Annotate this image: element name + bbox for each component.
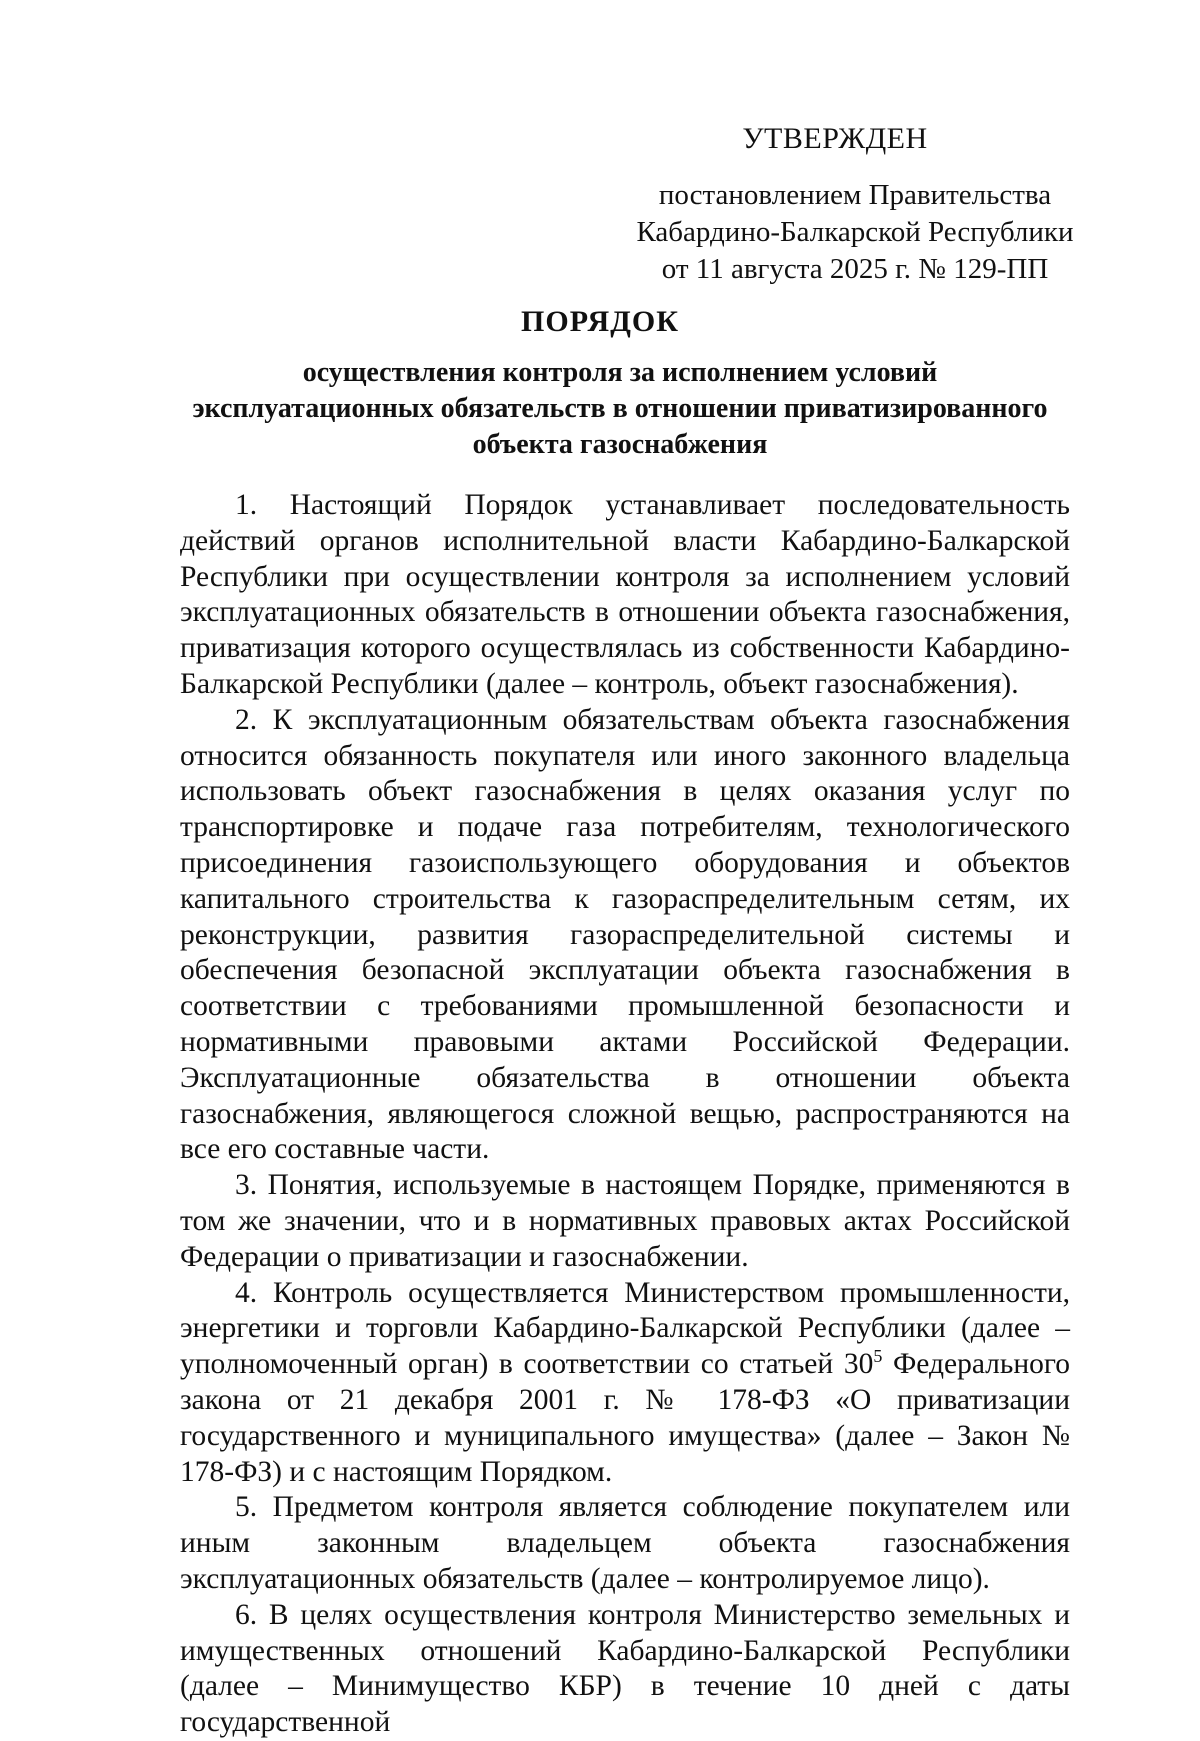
document-title: ПОРЯДОК	[521, 305, 679, 338]
approval-stamp: УТВЕРЖДЕН	[742, 122, 928, 155]
paragraph-4	[180, 1276, 1070, 1491]
paragraph-5: 5. Предметом контроля является соблюдение покупателем или иным законным владельцем объекта газоснабжения эксплуатационных обязательств (далее – контролируемое лицо).	[180, 1491, 1070, 1595]
approval-line-3: от 11 августа 2025 г. № 129-ПП	[661, 253, 1049, 285]
document-subtitle	[160, 355, 1080, 463]
paragraph-6: 6. В целях осуществления контроля Министерство земельных и имущественных отношений Кабардино-Балкарской Республики (далее – Минимущество КБР) в течение 10 дней с даты государственной	[180, 1598, 1070, 1739]
paragraph-1: 1. Настоящий Порядок устанавливает последовательность действий органов исполнительной власти Кабардино-Балкарской Республики при осуществлении контроля за исполнением условий эксплуатационных обязательств в отношении объекта газоснабжения, приватизация которого осуществлялась из собственности Кабардино-Балкарской Республики (далее – контроль, объект газоснабжения).	[180, 489, 1070, 700]
paragraph-4-start: 4. Контроль осуществляется Министерством промышленности, энергетики и торговли Кабардино-Балкарской Республики (далее – уполномоченный орган) в соответствии со статьей 30	[180, 1276, 1070, 1381]
paragraph-2: 2. К эксплуатационным обязательствам объекта газоснабжения относится обязанность покупателя или иного законного владельца использовать объект газоснабжения в целях оказания услуг по транспортировке и подаче газа потребителям, технологического присоединения газоиспользующего оборудования и объектов капитального строительства к газораспределительным сетям, их реконструкции, развития газораспределительной системы и обеспечения безопасной эксплуатации объекта газоснабжения в соответствии с требованиями промышленной безопасности и нормативными правовыми актами Российской Федерации. Эксплуатационные обязательства в отношении объекта газоснабжения, являющегося сложной вещью, распространяются на все его составные части.	[180, 703, 1070, 1166]
paragraph-3: 3. Понятия, используемые в настоящем Порядке, применяются в том же значении, что и в нормативных правовых актах Российской Федерации о приватизации и газоснабжении.	[180, 1169, 1070, 1273]
article-superscript: 5	[873, 1346, 883, 1367]
subtitle-line-2: эксплуатационных обязательств в отношении приватизированного	[192, 393, 1048, 424]
approval-line-2: Кабардино-Балкарской Республики	[636, 216, 1074, 248]
approval-line-1: постановлением Правительства	[658, 179, 1052, 211]
document-body	[180, 488, 1070, 1741]
approval-block	[615, 120, 1095, 288]
subtitle-line-3: объекта газоснабжения	[472, 429, 768, 460]
subtitle-line-1: осуществления контроля за исполнением условий	[302, 357, 938, 388]
paragraph-4-end: Федерального закона от 21 декабря 2001 г. № 178-ФЗ «О приватизации государственного и муниципального имущества» (далее – Закон № 178-ФЗ) и с настоящим Порядком.	[180, 1348, 1071, 1488]
